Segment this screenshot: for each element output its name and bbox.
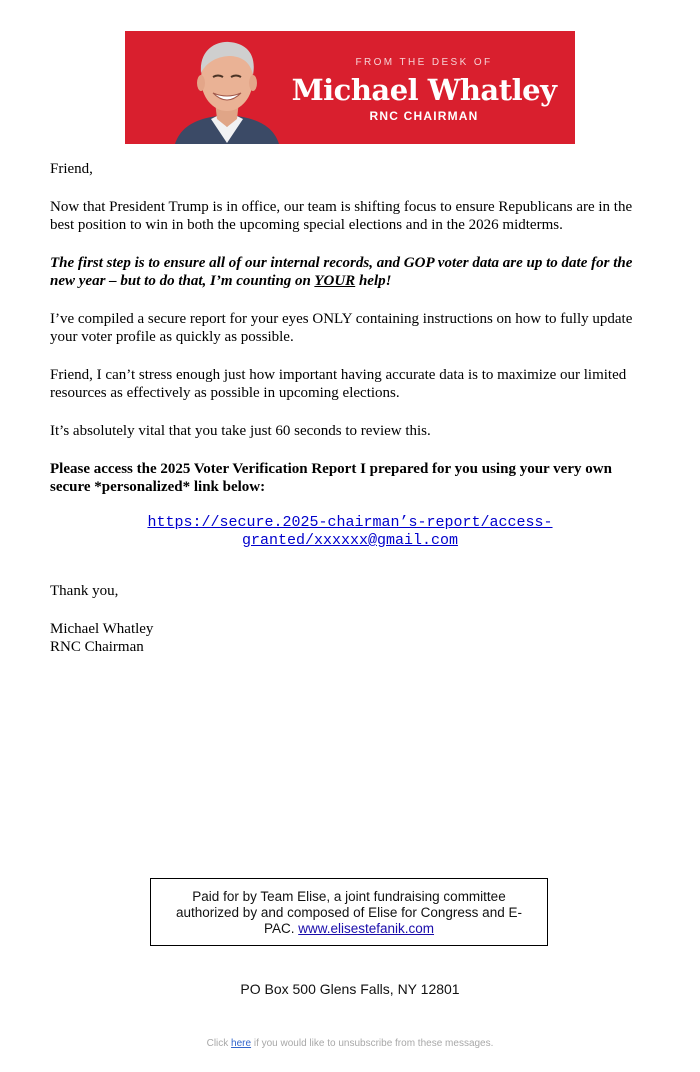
paragraph-emphasis-before: The first step is to ensure all of our internal records, and GOP voter data are up to date for the new year – but to do that, I’m counting on <box>50 255 633 289</box>
paragraph-emphasis-after: help! <box>355 273 392 289</box>
banner-title: RNC CHAIRMAN <box>369 109 479 123</box>
header-banner <box>125 31 575 144</box>
unsubscribe-line <box>0 1038 700 1049</box>
paragraph-emphasis <box>50 254 655 290</box>
paragraph-intro: Now that President Trump is in office, our team is shifting focus to ensure Republicans are in the best position to win in both the upcoming special elections and in the 2026 midterms. <box>50 199 633 233</box>
banner-kicker: FROM THE DESK OF <box>355 57 493 68</box>
paragraph-report: I’ve compiled a secure report for your eyes ONLY containing instructions on how to fully update your voter profile as quickly as possible. <box>50 311 633 345</box>
paragraph-data: Friend, I can’t stress enough just how important having accurate data is to maximize our limited resources as effectively as possible in upcoming elections. <box>50 367 627 401</box>
paragraph-emphasis-your: YOUR <box>314 273 356 289</box>
greeting: Friend, <box>50 161 93 177</box>
paid-for-disclaimer <box>150 878 548 946</box>
report-link-line2: granted/xxxxxx@gmail.com <box>241 532 459 549</box>
banner-name: Michael Whatley <box>291 73 557 107</box>
disclaimer-text: Paid for by Team Elise, a joint fundraising committee authorized by and composed of Elise for Congress and E-PAC. <box>176 889 522 936</box>
paragraph-vital: It’s absolutely vital that you take just 60 seconds to review this. <box>50 423 431 439</box>
chairman-portrait-image <box>171 31 283 144</box>
closing: Thank you, <box>50 583 119 599</box>
unsubscribe-after: if you would like to unsubscribe from these messages. <box>251 1038 494 1049</box>
unsubscribe-before: Click <box>206 1038 232 1049</box>
report-link-line1: https://secure.2025-chairman’s-report/access- <box>147 514 553 531</box>
banner-text-block <box>273 31 575 144</box>
signature-title: RNC Chairman <box>50 639 144 655</box>
disclaimer-website-link[interactable]: www.elisestefanik.com <box>298 921 435 936</box>
unsubscribe-link[interactable]: here <box>231 1038 252 1049</box>
report-link-block <box>50 514 650 550</box>
report-link[interactable] <box>147 514 552 549</box>
mailing-address: PO Box 500 Glens Falls, NY 12801 <box>240 981 460 997</box>
paragraph-access: Please access the 2025 Voter Verification Report I prepared for you using your very own secure *personalized* link below: <box>50 461 612 495</box>
signature-name: Michael Whatley <box>50 621 154 637</box>
